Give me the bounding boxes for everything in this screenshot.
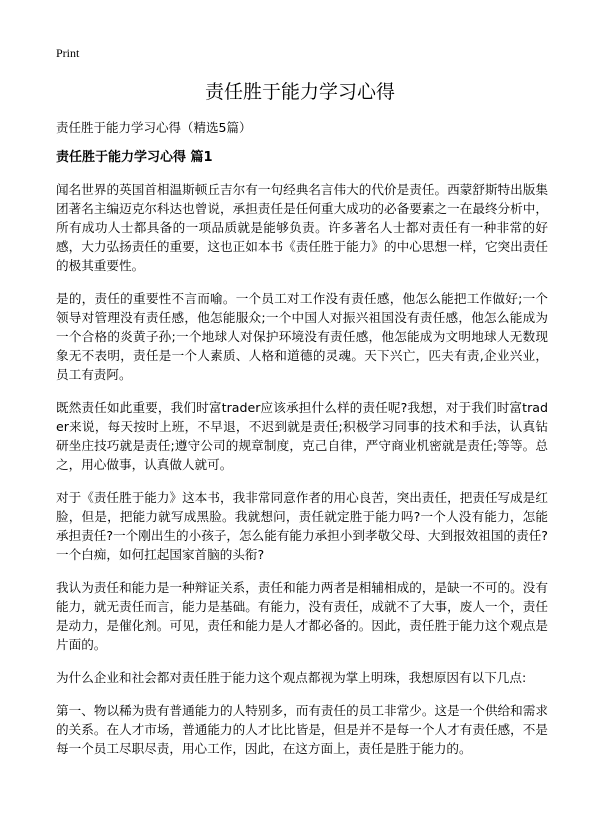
document-title: 责任胜于能力学习心得 [204,81,395,103]
document-subtitle: 责任胜于能力学习心得（精选5篇） [56,120,252,135]
paragraph-3: 既然责任如此重要，我们时富trader应该承担什么样的责任呢?我想，对于我们时富trader来说，每天按时上班，不早退，不迟到就是责任;积极学习同事的技术和手法，认真钻研坐庄技巧就是责任;遵守公司的规章制度，克己自律，严守商业机密就是责任;等等。总之，用心做事，认真做人就可。 [56,400,548,472]
section-heading: 责任胜于能力学习心得 篇1 [56,150,213,165]
paragraph-4: 对于《责任胜于能力》这本书，我非常同意作者的用心良苦，突出责任，把责任写成是红脸，但是，把能力就写成黑脸。我就想问，责任就定胜于能力吗?一个人没有能力，怎能承担责任?一个刚出生的小孩子，怎么能有能力承担小到孝敬父母、大到报效祖国的责任?一个白痴，如何扛起国家首脑的头衔? [56,490,548,562]
print-label: Print [56,46,80,60]
paragraph-6: 为什么企业和社会都对责任胜于能力这个观点都视为掌上明珠，我想原因有以下几点: [56,670,527,685]
paragraph-1: 闻名世界的英国首相温斯顿丘吉尔有一句经典名言伟大的代价是责任。西蒙舒斯特出版集团著名主编迈克尔科达也曾说，承担责任是任何重大成功的必备要素之一在最终分析中，所有成功人士都具备的一项品质就是能够负责。许多著名人士都对责任有一种非常的好感，大力弘扬责任的重要，这也正如本书《责任胜于能力》的中心思想一样，它突出责任的极其重要性。 [56,182,548,273]
paragraph-7: 第一、物以稀为贵有普通能力的人特别多，而有责任的员工非常少。这是一个供给和需求的关系。在人才市场，普通能力的人才比比皆是，但是并不是每一个人才有责任感，不是每一个员工尽职尽责，用心工作，因此，在这方面上，责任是胜于能力的。 [56,703,548,756]
document-body [56,180,548,772]
paragraph-5: 我认为责任和能力是一种辩证关系，责任和能力两者是相辅相成的，是缺一不可的。没有能力，就无责任而言，能力是基础。有能力，没有责任，成就不了大事，废人一个，责任是动力，是催化剂。可见，责任和能力是人才都必备的。因此，责任胜于能力这个观点是片面的。 [56,580,548,652]
paragraph-2: 是的，责任的重要性不言而喻。一个员工对工作没有责任感，他怎么能把工作做好;一个领导对管理没有责任感，他怎能服众;一个中国人对振兴祖国没有责任感，他怎么能成为一个合格的炎黄子孙;一个地球人对保护环境没有责任感，他怎能成为文明地球人无数现象无不表明，责任是一个人素质、人格和道德的灵魂。天下兴亡，匹夫有责,企业兴业，员工有责阿。 [56,291,548,382]
